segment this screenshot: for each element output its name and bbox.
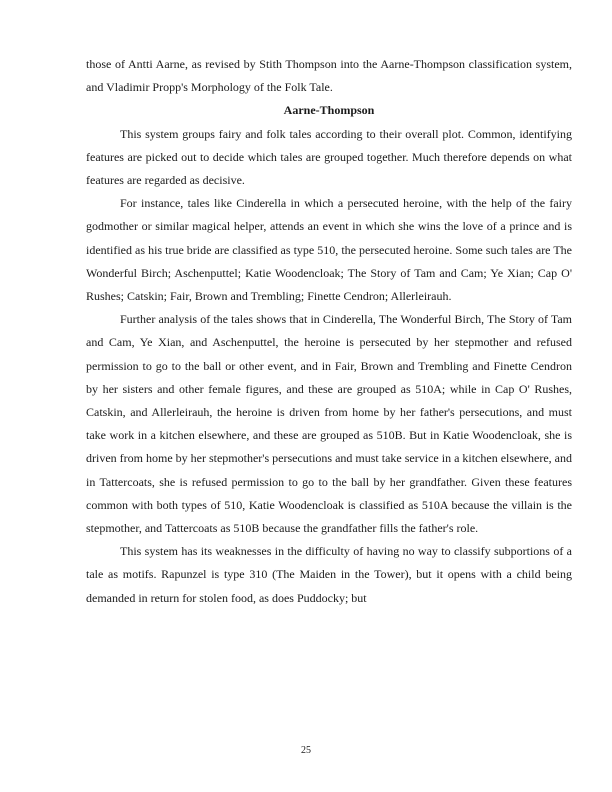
body-paragraph-4: This system has its weaknesses in the difficulty of having no way to classify subportions of a tale as motifs. Rapunzel is type 310 (The Maiden in the Tower), but it opens with a child being demanded in return for stolen food, as does Puddocky; but: [86, 544, 572, 605]
opening-paragraph: those of Antti Aarne, as revised by Stith Thompson into the Aarne-Thompson classification system, and Vladimir Propp's Morphology of the Folk Tale.: [86, 57, 572, 95]
page-number: 25: [301, 745, 311, 756]
document-page: [86, 53, 572, 610]
body-paragraph-3: Further analysis of the tales shows that in Cinderella, The Wonderful Birch, The Story of Tam and Cam, Ye Xian, and Aschenputtel, the heroine is persecuted by her stepmother and refused permission to go to the ball or other event, and in Fair, Brown and Trembling and Finette Cendron by her sisters and other female figures, and these are grouped as 510A; while in Cap O' Rushes, Catskin, and Allerleirauh, the heroine is driven from home by her father's persecutions, and must take work in a kitchen elsewhere, and these are grouped as 510B. But in Katie Woodencloak, she is driven from home by her stepmother's persecutions and must take service in a kitchen elsewhere, and in Tattercoats, she is refused permission to go to the ball by her grandfather. Given these features common with both types of 510, Katie Woodencloak is classified as 510A because the villain is the stepmother, and Tattercoats as 510B because the grandfather fills the father's role.: [86, 312, 573, 536]
body-paragraph-1: This system groups fairy and folk tales according to their overall plot. Common, identifying features are picked out to decide which tales are grouped together. Much therefore depends on what features are regarded as decisive.: [86, 126, 572, 188]
body-paragraph-2: For instance, tales like Cinderella in which a persecuted heroine, with the help of the fairy godmother or similar magical helper, attends an event in which she wins the love of a prince and is identified as his true bride are classified as type 510, the persecuted heroine. Some such tales are The Wonderful Birch; Aschenputtel; Katie Woodencloak; The Story of Tam and Cam; Ye Xian; Cap O' Rushes; Catskin; Fair, Brown and Trembling; Finette Cendron; Allerleirauh.: [86, 196, 572, 304]
section-heading: Aarne-Thompson: [283, 103, 375, 118]
